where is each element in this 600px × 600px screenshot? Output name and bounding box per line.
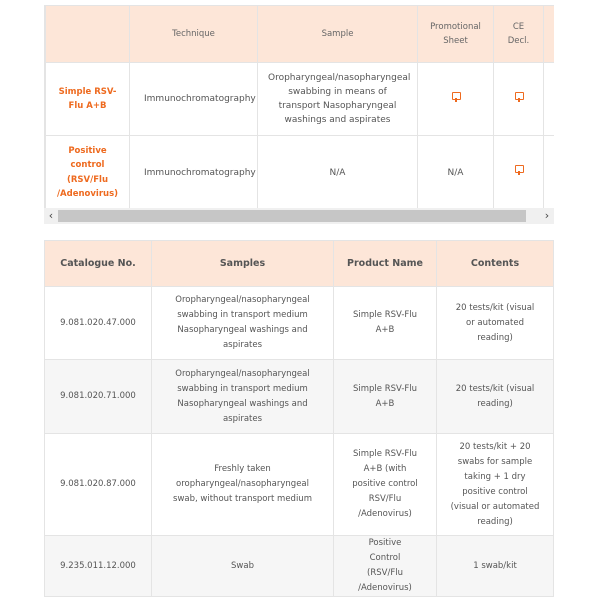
horizontal-scrollbar[interactable] xyxy=(44,208,554,224)
header-catalogue-no: Catalogue No. xyxy=(45,241,152,287)
samples-cell: Oropharyngeal/nasopharyngeal swabbing in transport medium Nasopharyngeal washings and aspirates xyxy=(152,360,334,434)
header-contents: Contents xyxy=(437,241,554,287)
header-samples: Samples xyxy=(152,241,334,287)
product-table xyxy=(45,5,554,208)
contents-cell: 1 swab/kit xyxy=(437,536,554,597)
catalogue-number: 9.235.011.12.000 xyxy=(45,536,152,597)
samples-cell: Freshly taken oropharyngeal/nasopharyngeal swab, without transport medium xyxy=(152,434,334,536)
header-promotional-sheet: Promotional Sheet xyxy=(418,6,494,63)
header-product xyxy=(46,6,130,63)
catalogue-number: 9.081.020.71.000 xyxy=(45,360,152,434)
header-technique: Technique xyxy=(130,6,258,63)
header-product-name: Product Name xyxy=(334,241,437,287)
technique-cell: Immunochromatography xyxy=(130,63,258,136)
product-name-cell: Simple RSV-Flu A+B (with positive control RSV/Flu /Adenovirus) xyxy=(334,434,437,536)
ce-decl-cell xyxy=(494,63,544,136)
table-row xyxy=(45,287,554,360)
header-sample: Sample xyxy=(258,6,418,63)
table-row xyxy=(46,136,555,209)
product-name: Positive control (RSV/Flu /Adenovirus) xyxy=(46,136,130,209)
product-name-cell: Simple RSV-Flu A+B xyxy=(334,360,437,434)
product-table-header xyxy=(46,6,555,63)
sample-cell: N/A xyxy=(258,136,418,209)
scroll-right-arrow-icon[interactable]: › xyxy=(544,209,550,222)
samples-cell: Swab xyxy=(152,536,334,597)
contents-cell: 20 tests/kit (visual reading) xyxy=(437,360,554,434)
table-row xyxy=(45,536,554,597)
pdf-download-icon[interactable] xyxy=(514,92,523,102)
ce-decl-cell xyxy=(494,136,544,209)
technique-cell: Immunochromatography xyxy=(130,136,258,209)
product-name-cell: Positive Control (RSV/Flu /Adenovirus) xyxy=(334,536,437,597)
samples-cell: Oropharyngeal/nasopharyngeal swabbing in transport medium Nasopharyngeal washings and aspirates xyxy=(152,287,334,360)
product-table-viewport[interactable] xyxy=(44,5,554,208)
product-name-cell: Simple RSV-Flu A+B xyxy=(334,287,437,360)
sample-cell: Oropharyngeal/nasopharyngeal swabbing in means of transport Nasopharyngeal washings and aspirates xyxy=(258,63,418,136)
scroll-left-arrow-icon[interactable]: ‹ xyxy=(48,209,54,222)
scrollbar-thumb[interactable] xyxy=(58,210,526,222)
table-row xyxy=(45,360,554,434)
catalogue-table xyxy=(44,240,554,597)
contents-cell: 20 tests/kit + 20 swabs for sample taking + 1 dry positive control (visual or automated reading) xyxy=(437,434,554,536)
catalogue-number: 9.081.020.47.000 xyxy=(45,287,152,360)
pdf-download-icon[interactable] xyxy=(514,165,523,175)
promotional-sheet-cell xyxy=(418,63,494,136)
pdf-download-icon[interactable] xyxy=(451,92,460,102)
catalogue-number: 9.081.020.87.000 xyxy=(45,434,152,536)
extra-cell xyxy=(544,63,555,136)
promotional-sheet-cell: N/A xyxy=(418,136,494,209)
header-ce-decl: CE Decl. xyxy=(494,6,544,63)
table-row xyxy=(45,434,554,536)
header-extra xyxy=(544,6,555,63)
product-name: Simple RSV-Flu A+B xyxy=(46,63,130,136)
extra-cell xyxy=(544,136,555,209)
table-row xyxy=(46,63,555,136)
contents-cell: 20 tests/kit (visual or automated reading) xyxy=(437,287,554,360)
catalogue-table-header xyxy=(45,241,554,287)
